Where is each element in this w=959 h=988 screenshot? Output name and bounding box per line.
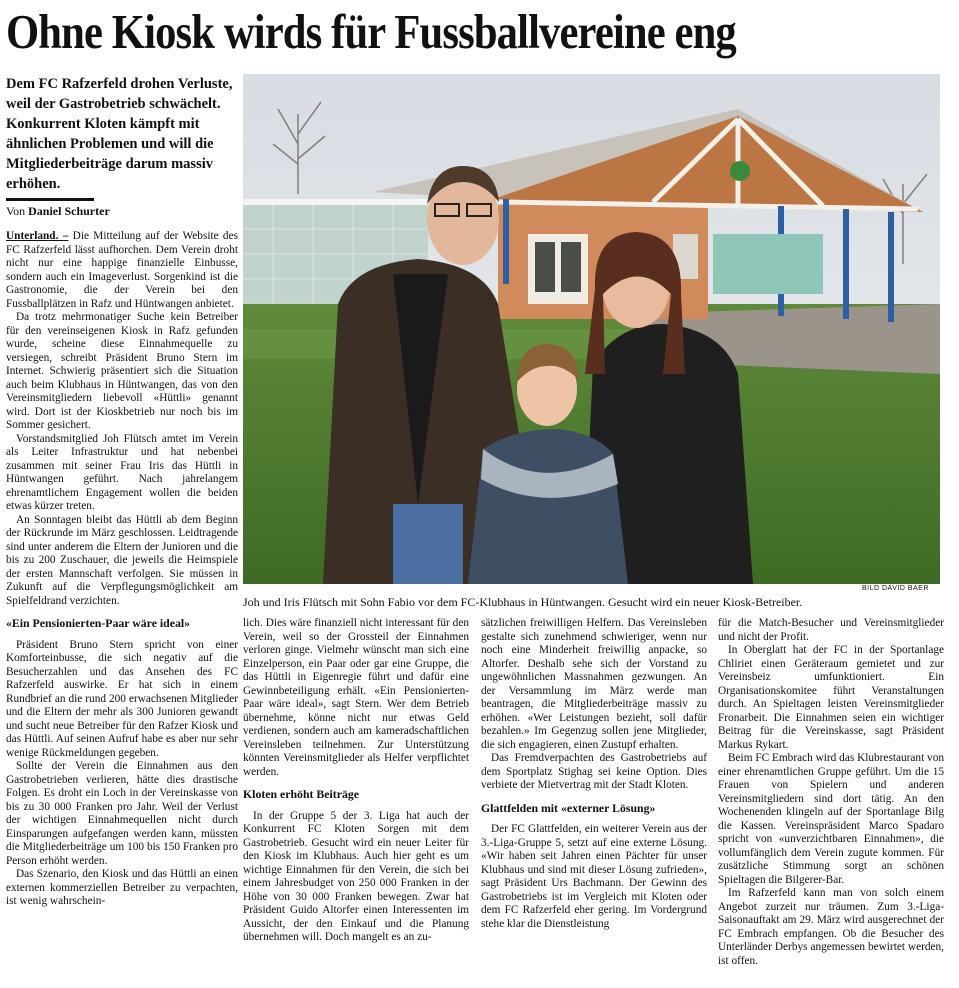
paragraph: für die Match-Besucher und Vereinsmitglieder und nicht der Profit.	[718, 617, 944, 643]
photo-credit: BILD DAVID BAER	[862, 585, 929, 592]
photo-illustration	[243, 74, 940, 584]
lead-paragraph: Dem FC Rafzerfeld drohen Verluste, weil der Gastrobetrieb schwächelt. Konkurrent Kloten kämpft mit ähnlichen Problemen und will die Mitgliederbeiträge darum massiv erhöhen.	[6, 76, 233, 192]
paragraph: Sollte der Verein die Einnahmen aus den Gastrobetrieben verlieren, hätte dies drastische Folgen. Es droht ein Loch in der Vereinskasse von bis zu 30 000 Franken pro Jahr. Weil der Verlust der wichtigen Einnahmequellen nicht durch Einsparungen aufgefangen werden kann, müssten die Mitgliederbeiträge um 100 bis 150 Franken pro Person erhöht werden.	[6, 760, 238, 867]
headline: Ohne Kiosk wirds für Fussballvereine eng	[6, 4, 736, 59]
paragraph: Im Rafzerfeld kann man von solch einem Angebot zurzeit nur träumen. Zum 3.-Liga-Saisonauftakt am 29. März wird ausgerechnet der FC Embrach empfangen. Ob die Besucher des Unterländer Derbys angemessen bewirtet werden, ist offen.	[718, 887, 944, 967]
paragraph: Vorstandsmitglied Joh Flütsch amtet im Verein als Leiter Infrastruktur und hat nebenbei zusammen mit seiner Frau Iris das Hüttli in Hüntwangen geführt. Nach jahrelangem ehrenamtlichem Engagement wollen die beiden etwas kürzer treten.	[6, 432, 238, 512]
paragraph: Präsident Bruno Stern spricht von einer Komforteinbusse, die sich negativ auf die Besucherzahlen und das Ansehen des FC Rafzerfeld auswirke. Er hat sich in einem Rundbrief an die rund 200 erwachsenen Mitglieder und die Eltern der mehr als 300 Junioren gewandt und sucht neue Betreiber für den Rafzer Kiosk und das Hüttli. Auf seinen Aufruf habe es aber nur sehr wenige Rückmeldungen gegeben.	[6, 638, 238, 759]
article-photo	[243, 74, 940, 584]
paragraph: Der FC Glattfelden, ein weiterer Verein aus der 3.-Liga-Gruppe 5, setzt auf eine externe Lösung. «Wir haben seit Jahren einen Pächter für unser Klubhaus und sind mit dieser Lösung zufrieden», sagt Präsident Urs Bachmann. Der Gewinn des Gastrobetriebs ist im Vergleich mit Kloten oder dem FC Rafzerfeld eher gering. Im Vordergrund stehe klar die Dienstleistung	[481, 823, 707, 930]
photo-caption: Joh und Iris Flütsch mit Sohn Fabio vor dem FC-Klubhaus in Hüntwangen. Gesucht wird ein neuer Kiosk-Betreiber.	[243, 595, 803, 609]
byline	[6, 204, 110, 219]
subheading: «Ein Pensionierten-Paar wäre ideal»	[6, 616, 191, 630]
paragraph: In der Gruppe 5 der 3. Liga hat auch der Konkurrent FC Kloten Sorgen mit dem Gastrobetrieb. Gesucht wird ein neuer Leiter für den Kiosk im Klubhaus. Auch hier geht es um wichtige Einnahmen für den Verein, die sich bei einem Jahresbudget von 250 000 Franken in der Höhe von 30 000 Franken bewegen. Zwar hat Präsident Guido Altorfer einen Interessenten im Aussicht, der den Einkauf und die Planung übernehmen will. Doch mangelt es an zu-	[243, 809, 469, 943]
byline-author: Daniel Schurter	[28, 204, 110, 218]
paragraph	[6, 230, 238, 311]
subheading: Glattfelden mit «externer Lösung»	[481, 800, 656, 815]
byline-prefix: Von	[6, 204, 26, 218]
paragraph: In Oberglatt hat der FC in der Sportanlage Chliriet einen Geräteraum gemietet und zur Vereinsbeiz umfunktioniert. Ein Organisationskomitee führt Veranstaltungen durch. An Spieltagen leisten Vereinsmitglieder Fronarbeit. Die Einnahmen seien ein wichtiger Beitrag für die Vereinskasse, sagt Präsident Markus Rykart.	[718, 644, 944, 751]
paragraph-text: Die Mitteilung auf der Website des FC Rafzerfeld lässt aufhorchen. Dem Verein droht nicht nur eine happige finanzielle Einbusse, sondern auch ein Imageverlust. Sorgenkind ist die Gastronomie, die der Verein bei den Fussballplätzen in Rafz und Hüntwangen anbietet.	[6, 230, 238, 310]
paragraph: Beim FC Embrach wird das Klubrestaurant von einer ehrenamtlichen Gruppe geführt. Um die 15 Frauen von Spielern und anderen Vereinsmitgliedern sind dort tätig. An den Wochenenden klingeln auf der Sportanlage Bilg die Kassen. Vereinspräsident Marco Spadaro spricht von «unverzichtbaren Einnahmen», die vollumfänglich dem Verein zugute kommen. Für zusätzliche Stimmung sorgt an schönen Spieltagen die Bilgerer-Bar.	[718, 752, 944, 886]
paragraph: Das Fremdverpachten des Gastrobetriebs auf dem Sportplatz Stighag sei keine Option. Dies verbiete der Mietvertrag mit der Stadt Kloten.	[481, 752, 707, 791]
paragraph: Das Szenario, den Kiosk und das Hüttli an einen externen kommerziellen Betreiber zu verpachten, ist wenig wahrschein-	[6, 868, 238, 907]
article-column-4	[718, 617, 944, 987]
dateline: Unterland. –	[6, 230, 69, 242]
article-column-3	[481, 617, 707, 987]
paragraph: An Sonntagen bleibt das Hüttli ab dem Beginn der Rückrunde im März geschlossen. Leidtragende sind unter anderem die Eltern der Junioren und die bis zu 200 Zuschauer, die jeweils die Heimspiele der ersten Mannschaft verfolgen. Sie müssen in Zukunft auf die Verpflegungsmöglichkeit am Spielfeldrand verzichten.	[6, 513, 238, 607]
subheading: Kloten erhöht Beiträge	[243, 787, 359, 801]
paragraph: lich. Dies wäre finanziell nicht interessant für den Verein, weil so der Grossteil der Einnahmen verloren ginge. Vielmehr wünscht man sich eine Einzelperson, ein Paar oder gar eine Gruppe, die das Hüttli in Eigenregie führt und dafür eine Gewinnbeteiligung erhält. «Ein Pensionierten-Paar wäre ideal», sagt Stern. Wer dem Betrieb übernehme, könne nicht nur etwas Geld verdienen, sondern auch am kameradschaftlichen Vereinsleben teilnehmen. Zur Unterstützung könnten Vereinsmitglieder als Helfer verpflichtet werden.	[243, 617, 469, 778]
article-column-2	[243, 617, 469, 987]
article-column-1	[6, 230, 238, 986]
paragraph: sätzlichen freiwilligen Helfern. Das Vereinsleben gestalte sich zunehmend schwieriger, wenn nur noch eine Minderheit freiwillig anpacke, so Altorfer. Deshalb sehe sich der Vorstand zu ungewöhnlichen Massnahmen gezwungen. An der Versammlung im März werde man beantragen, die Mitgliederbeiträge massiv zu erhöhen. «Wer Leistungen bezieht, soll dafür bezahlen.» Im Gegenzug sollen jene Mitglieder, die sich engagieren, einen Zustupf erhalten.	[481, 617, 707, 751]
byline-rule	[6, 198, 94, 201]
paragraph: Da trotz mehrmonatiger Suche kein Betreiber für den vereinseigenen Kiosk in Rafz gefunden wurde, scheine diese Einnahmequelle zu versiegen, schreibt Präsident Bruno Stern im Internet. Schwierig präsentiert sich die Situation auch beim Klubhaus in Hüntwangen, das von den Vereinsmitgliedern liebevoll «Hüttli» genannt wird. Dort ist der Kioskbetrieb nur noch bis im Sommer gesichert.	[6, 311, 238, 431]
